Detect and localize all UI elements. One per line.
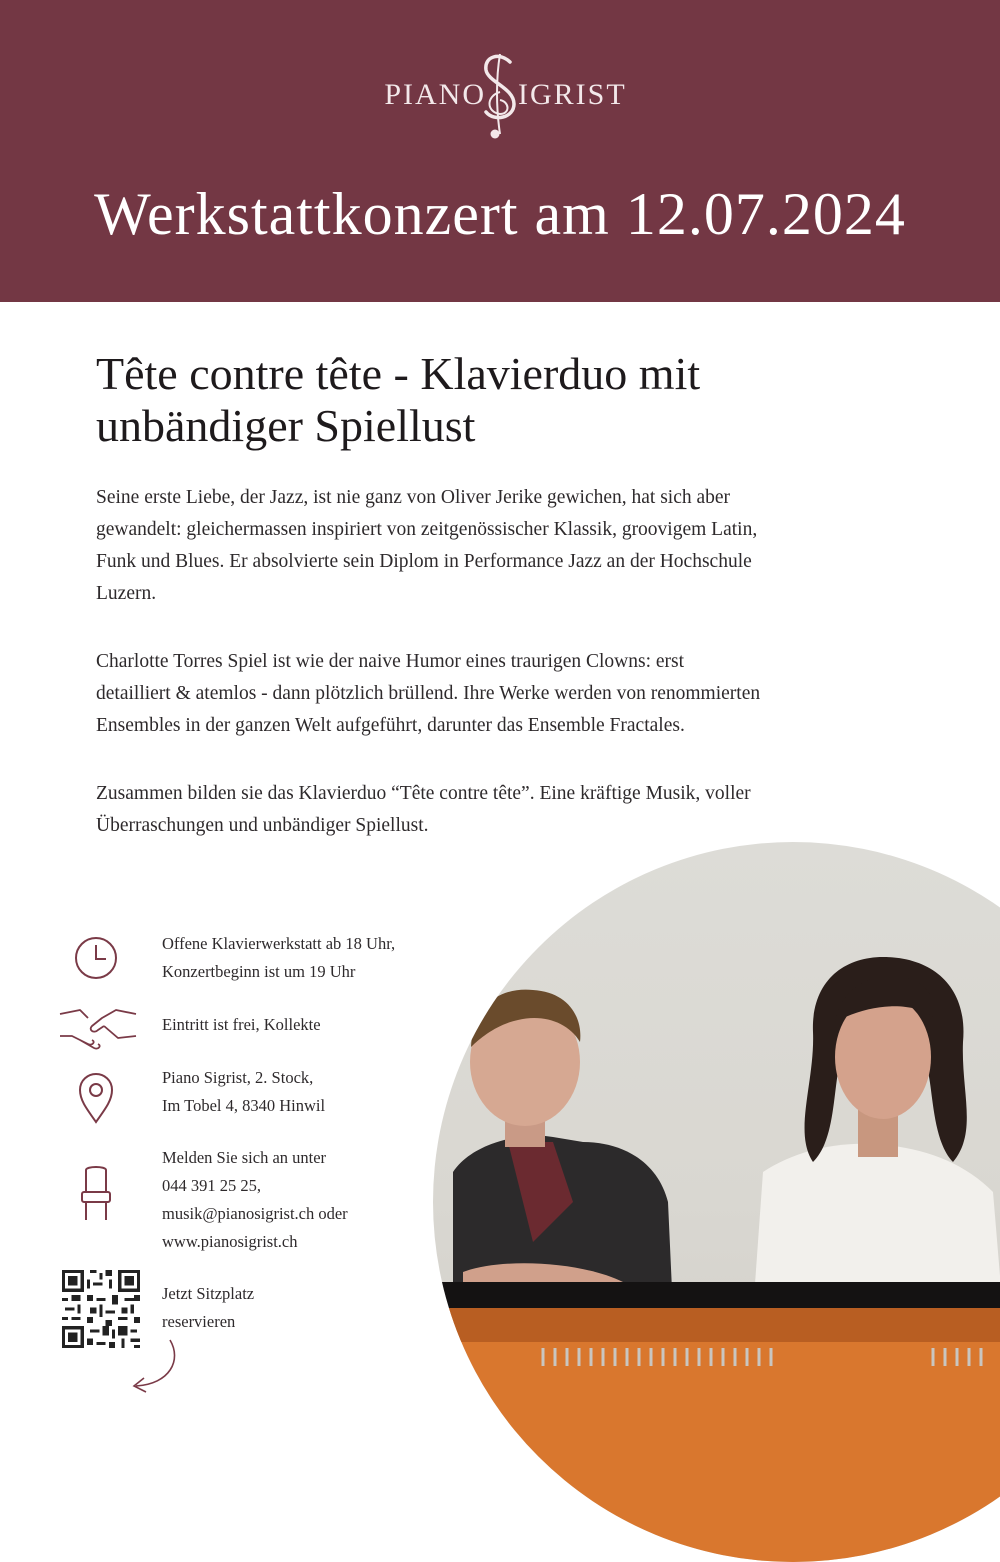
info-line: Melden Sie sich an unter — [162, 1148, 327, 1167]
info-line: Konzertbeginn ist um 19 Uhr — [162, 962, 356, 981]
paragraph-oliver-jerike — [96, 482, 946, 610]
handshake-icon — [58, 996, 138, 1056]
paragraph-duo — [96, 778, 946, 842]
photo-illustration — [433, 842, 1000, 1562]
text-line: detailliert & atemlos - dann plötzlich brüllend. Ihre Werke werden von renommierten — [96, 683, 761, 704]
info-line[interactable]: musik@pianosigrist.ch oder — [162, 1204, 348, 1223]
event-title: Werkstattkonzert am 12.07.2024 — [94, 181, 906, 247]
info-line[interactable]: reservieren — [162, 1312, 236, 1331]
logo-word-piano: PIANO — [384, 78, 486, 111]
curved-arrow-icon — [120, 1334, 190, 1404]
info-line[interactable]: www.pianosigrist.ch — [162, 1232, 298, 1251]
text-line: gewandelt: gleichermassen inspiriert von zeitgenössischer Klassik, groovigem Latin, — [96, 519, 758, 540]
piano-rim — [433, 1282, 1000, 1308]
header-banner — [0, 0, 1000, 302]
info-register — [162, 1144, 348, 1256]
info-line: Im Tobel 4, 8340 Hinwil — [162, 1096, 326, 1115]
piano-interior — [433, 1308, 1000, 1562]
info-line[interactable]: Jetzt Sitzplatz — [162, 1284, 255, 1303]
info-line: 044 391 25 25, — [162, 1176, 261, 1195]
headline-line: unbändiger Spiellust — [96, 400, 476, 451]
headline — [96, 348, 916, 452]
text-line: Funk und Blues. Er absolvierte sein Diplom in Performance Jazz an der Hochschule — [96, 551, 752, 572]
text-line: Ensembles in der ganzen Welt aufgeführt, darunter das Ensemble Fractales. — [96, 715, 685, 736]
info-reserve — [162, 1280, 254, 1336]
headline-line: Tête contre tête - Klavierduo mit — [96, 348, 701, 399]
clock-icon — [58, 928, 138, 988]
map-pin-icon — [58, 1066, 138, 1126]
duo-photo — [433, 842, 1000, 1562]
info-time — [162, 930, 395, 986]
text-line: Zusammen bilden sie das Klavierduo “Tête contre tête”. Eine kräftige Musik, voller — [96, 783, 751, 804]
text-line: Luzern. — [96, 583, 157, 604]
logo[interactable] — [0, 48, 1000, 148]
info-location — [162, 1064, 325, 1120]
paragraph-charlotte-torres — [96, 646, 946, 742]
text-line: Überraschungen und unbändiger Spiellust. — [96, 815, 429, 836]
info-line: Eintritt ist frei, Kollekte — [162, 1015, 321, 1034]
text-line: Seine erste Liebe, der Jazz, ist nie ganz von Oliver Jerike gewichen, hat sich aber — [96, 487, 731, 508]
text-line: Charlotte Torres Spiel ist wie der naive Humor eines traurigen Clowns: erst — [96, 651, 685, 672]
logo-word-igrist: IGRIST — [518, 78, 627, 111]
info-line: Piano Sigrist, 2. Stock, — [162, 1068, 314, 1087]
info-entry — [162, 1011, 321, 1039]
info-line: Offene Klavierwerkstatt ab 18 Uhr, — [162, 934, 396, 953]
chair-icon — [58, 1160, 138, 1226]
